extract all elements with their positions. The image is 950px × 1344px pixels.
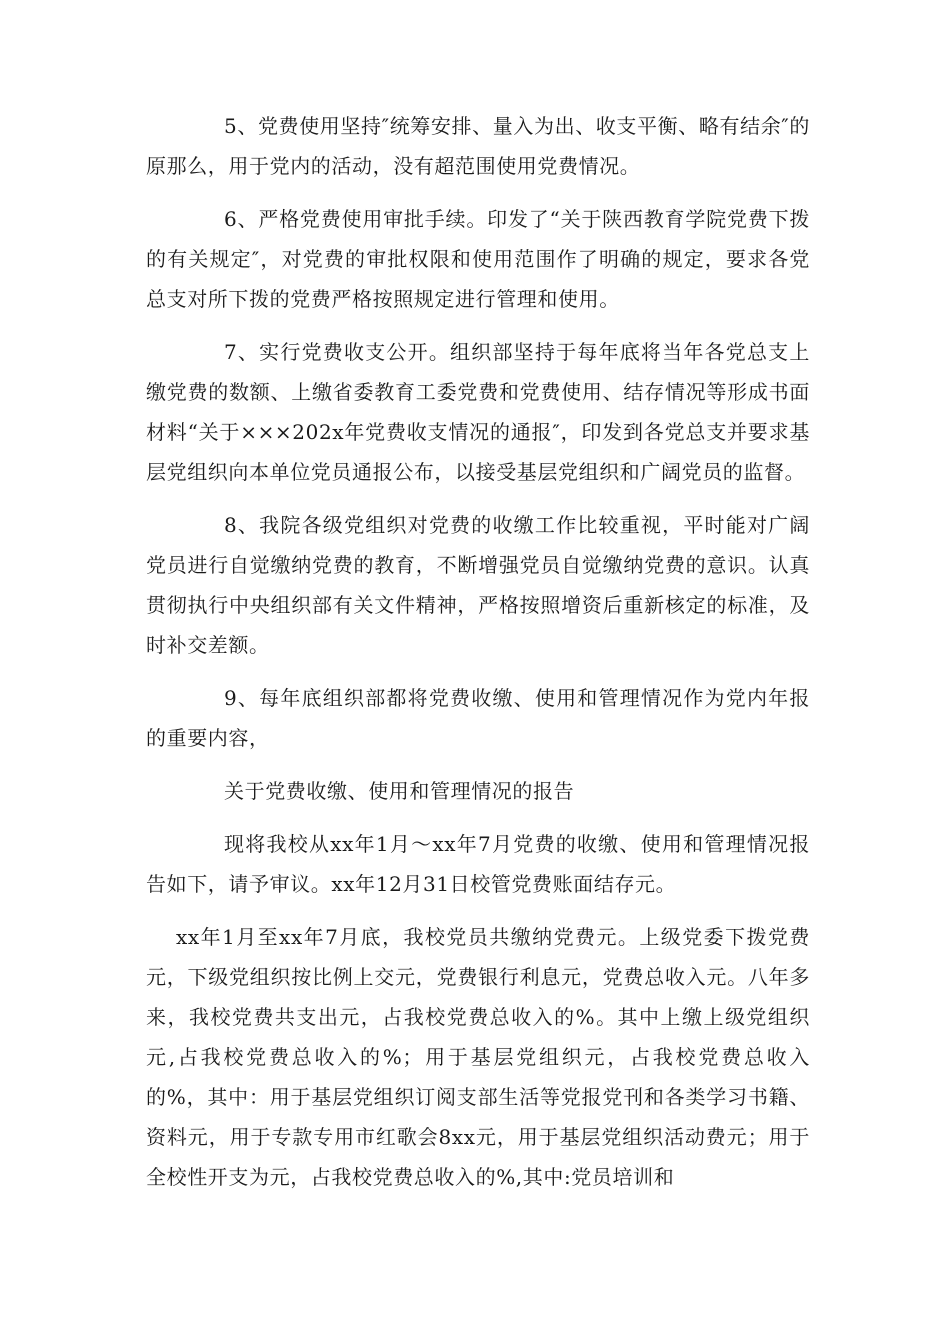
paragraph-7: 7、实行党费收支公开。组织部坚持于每年底将当年各党总支上缴党费的数额、上缴省委教育工委党费和党费使用、结存情况等形成书面材料“关于×××202x年党费收支情况的通报″，印发到各党总支并要求基层党组织向本单位党员通报公布，以接受基层党组织和广阔党员的监督。 bbox=[146, 340, 810, 484]
paragraph-9: 9、每年底组织部都将党费收缴、使用和管理情况作为党内年报的重要内容， bbox=[146, 686, 810, 750]
report-title: 关于党费收缴、使用和管理情况的报告 bbox=[224, 779, 575, 803]
report-intro: 现将我校从xx年1月～xx年7月党费的收缴、使用和管理情况报告如下，请予审议。xx年12月31日校管党费账面结存元。 bbox=[146, 832, 810, 896]
report-body: xx年1月至xx年7月底，我校党员共缴纳党费元。上级党委下拨党费元，下级党组织按比例上交元，党费银行利息元，党费总收入元。八年多来，我校党费共支出元，占我校党费总收入的%。其中上缴上级党组织元,占我校党费总收入的%；用于基层党组织元，占我校党费总收入的%，其中：用于基层党组织订阅支部生活等党报党刊和各类学习书籍、资料元，用于专款专用市红歌会8xx元，用于基层党组织活动费元；用于全校性开支为元，占我校党费总收入的%,其中:党员培训和 bbox=[146, 925, 810, 1189]
paragraph-8: 8、我院各级党组织对党费的收缴工作比较重视，平时能对广阔党员进行自觉缴纳党费的教育，不断增强党员自觉缴纳党费的意识。认真贯彻执行中央组织部有关文件精神，严格按照增资后重新核定的标准，及时补交差额。 bbox=[146, 513, 810, 657]
paragraph-6: 6、严格党费使用审批手续。印发了“关于陕西教育学院党费下拨的有关规定″，对党费的审批权限和使用范围作了明确的规定，要求各党总支对所下拨的党费严格按照规定进行管理和使用。 bbox=[146, 207, 810, 311]
paragraph-5: 5、党费使用坚持″统筹安排、量入为出、收支平衡、略有结余″的原那么，用于党内的活动，没有超范围使用党费情况。 bbox=[146, 114, 810, 178]
